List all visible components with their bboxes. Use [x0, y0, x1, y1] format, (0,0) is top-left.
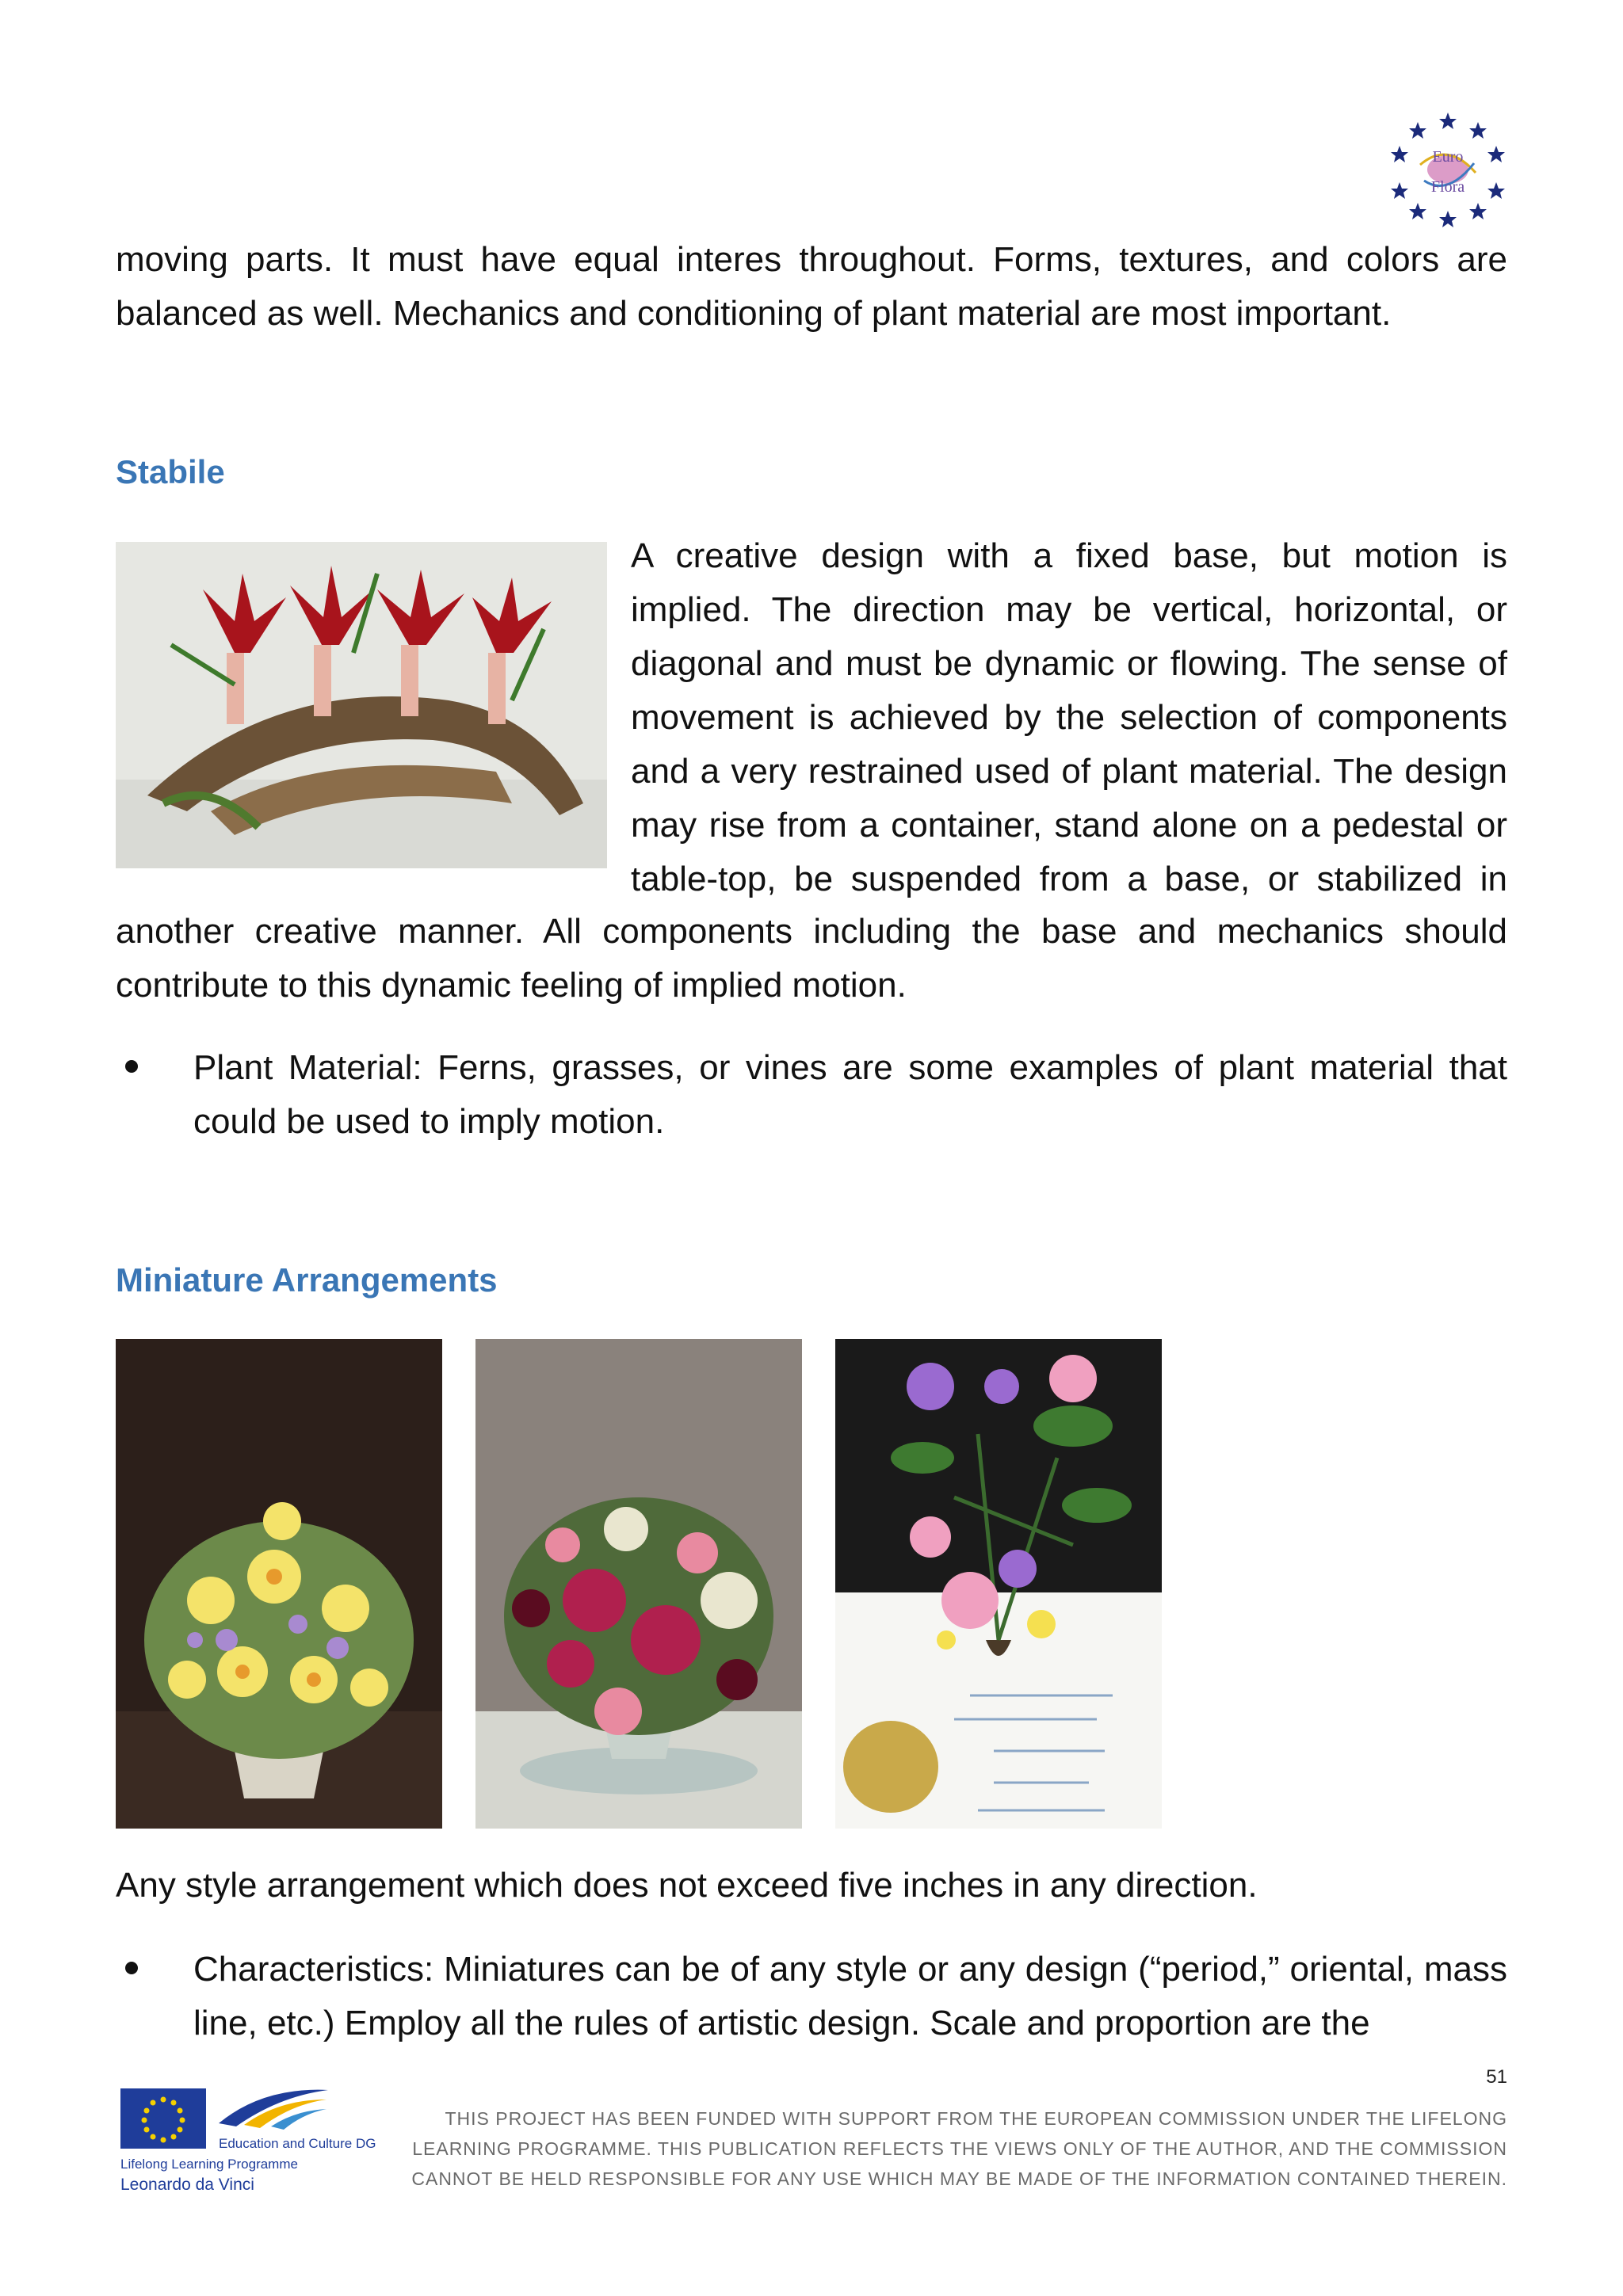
section-heading-stabile: Stabile: [116, 453, 225, 490]
logo-text-flora: Flora: [1430, 178, 1465, 196]
stabile-arrangement-photo: [116, 542, 607, 868]
page-number: 51: [1486, 2066, 1507, 2088]
llp-label: Lifelong Learning Programme: [120, 2157, 298, 2172]
stabile-paragraph-wrapped: A creative design with a fixed base, but motion is implied. The direction may be vertical, horizontal, or diagonal and must be dynamic or flowing. The sense of movement is achieved by the selection of components and a very restrained used of plant material. The design may rise from a container, stand alone on a pedestal or table-top, be suspended from a base, or stabilized in: [631, 536, 1507, 898]
miniature-photo-certificate: [835, 1339, 1162, 1829]
bullet-icon: [125, 1060, 138, 1073]
intro-paragraph: moving parts. It must have equal interes throughout. Forms, textures, and colors are balanced as well. Mechanics and conditioning of plant material are most important.: [116, 240, 1507, 333]
stabile-paragraph-continued: another creative manner. All components including the base and mechanics should contribute to this dynamic feeling of implied motion.: [116, 912, 1507, 1005]
miniature-photo-roses: [475, 1339, 802, 1829]
miniature-photo-yellow: [116, 1339, 442, 1829]
miniature-bullet-item: [116, 1943, 1507, 2050]
miniature-paragraph: Any style arrangement which does not exceed five inches in any direction.: [116, 1866, 1258, 1905]
bullet-icon: [125, 1962, 138, 1974]
stabile-bullet-text: Plant Material: Ferns, grasses, or vines are some examples of plant material that could be used to imply motion.: [193, 1048, 1507, 1141]
leonardo-label: Leonardo da Vinci: [120, 2176, 254, 2194]
miniature-bullet-text: Characteristics: Miniatures can be of any style or any design (“period,” oriental, mass line, etc.) Employ all the rules of artistic design. Scale and proportion are the: [193, 1950, 1507, 2042]
eu-flag: [120, 2088, 206, 2149]
euroflora-logo: [1388, 109, 1507, 230]
stabile-bullet-item: [116, 1041, 1507, 1149]
logo-text-euro: Euro: [1432, 148, 1464, 166]
section-heading-miniature: Miniature Arrangements: [116, 1261, 498, 1299]
llp-swoosh-logo: [216, 2085, 331, 2130]
eu-caption: Education and Culture DG: [219, 2136, 376, 2151]
funding-disclaimer: THIS PROJECT HAS BEEN FUNDED WITH SUPPORT FROM THE EUROPEAN COMMISSION UNDER THE LIFELONG LEARNING PROGRAMME. THIS PUBLICATION REFLECTS THE VIEWS ONLY OF THE AUTHOR, AND THE COMMISSION CANNOT BE HELD RESPONSIBLE FOR ANY USE WHICH MAY BE MADE OF THE INFORMATION CONTAINED THEREIN.: [411, 2108, 1507, 2189]
